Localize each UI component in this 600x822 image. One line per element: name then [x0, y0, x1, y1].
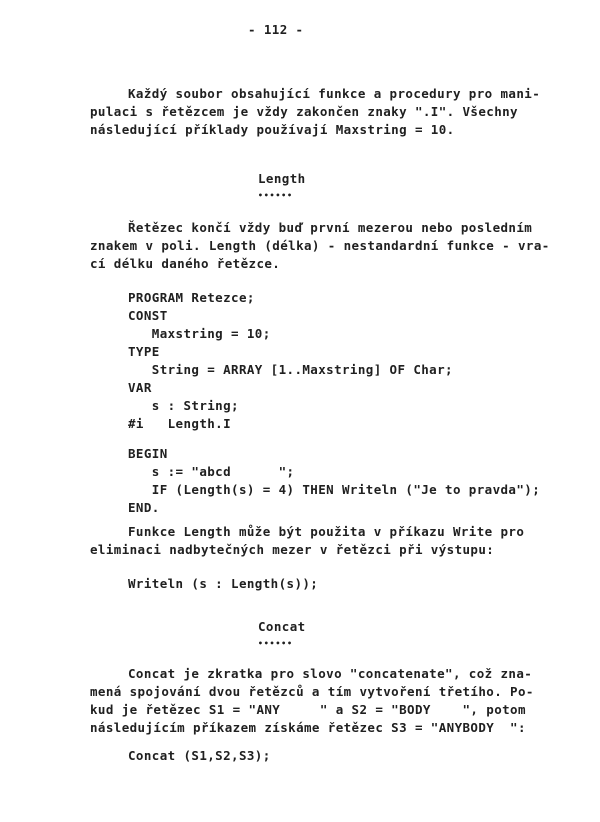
paragraph-line: cí délku daného řetězce. — [90, 256, 281, 271]
intro-line: následující příklady používají Maxstring = 10. — [90, 122, 455, 137]
section-heading-concat: Concat — [258, 619, 306, 634]
intro-line: pulaci s řetězcem je vždy zakončen znaky ".I". Všechny — [90, 104, 518, 119]
code-line: VAR — [128, 380, 152, 395]
paragraph-line: eliminaci nadbytečných mezer v řetězci při výstupu: — [90, 542, 495, 557]
paragraph-line: Concat je zkratka pro slovo "concatenate", což zna- — [128, 666, 533, 681]
paragraph-line: následujícím příkazem získáme řetězec S3 = "ANYBODY ": — [90, 720, 526, 735]
code-line: IF (Length(s) = 4) THEN Writeln ("Je to pravda"); — [128, 482, 541, 497]
heading-dots: •••••• — [258, 639, 293, 648]
code-line: String = ARRAY [1..Maxstring] OF Char; — [128, 362, 453, 377]
code-line: PROGRAM Retezce; — [128, 290, 255, 305]
heading-dots: •••••• — [258, 191, 293, 200]
code-line: END. — [128, 500, 160, 515]
paragraph-line: mená spojování dvou řetězců a tím vytvoření třetího. Po- — [90, 684, 534, 699]
paragraph-line: Funkce Length může být použita v příkazu Write pro — [128, 524, 525, 539]
code-line: #i Length.I — [128, 416, 232, 431]
code-example: Concat (S1,S2,S3); — [128, 748, 271, 763]
code-line: TYPE — [128, 344, 160, 359]
code-line: s : String; — [128, 398, 239, 413]
paragraph-line: kud je řetězec S1 = "ANY " a S2 = "BODY ", potom — [90, 702, 526, 717]
code-line: CONST — [128, 308, 168, 323]
code-line: s := "abcd "; — [128, 464, 295, 479]
page-number: - 112 - — [248, 22, 304, 37]
code-example: Writeln (s : Length(s)); — [128, 576, 319, 591]
paragraph-line: Řetězec končí vždy buď první mezerou nebo posledním — [128, 220, 533, 235]
intro-line: Každý soubor obsahující funkce a procedury pro mani- — [128, 86, 541, 101]
code-line: Maxstring = 10; — [128, 326, 271, 341]
code-line: BEGIN — [128, 446, 168, 461]
paragraph-line: znakem v poli. Length (délka) - nestandardní funkce - vra- — [90, 238, 550, 253]
section-heading-length: Length — [258, 171, 306, 186]
